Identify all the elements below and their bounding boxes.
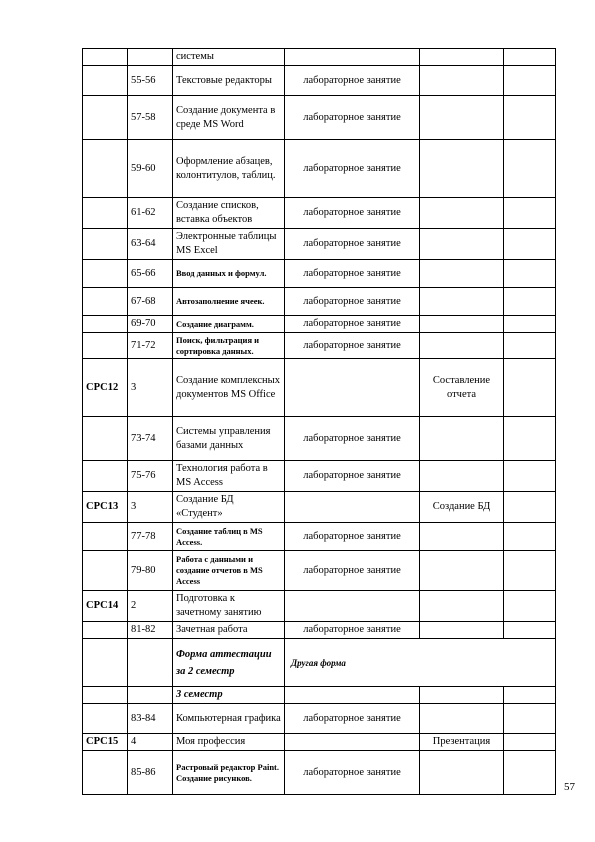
cell-task: [420, 288, 504, 316]
table-row: [83, 523, 556, 551]
cell-srs: СРС13: [83, 492, 128, 523]
cell-attestation-type: Другая форма: [285, 639, 556, 687]
cell-extra: [504, 316, 556, 333]
cell-hours: 59-60: [128, 140, 173, 198]
cell-srs: СРС15: [83, 734, 128, 751]
cell-srs: [83, 66, 128, 96]
table-row: [83, 96, 556, 140]
cell-hours: [128, 687, 173, 704]
cell-topic: Подготовка к зачетному занятию: [173, 591, 285, 622]
cell-hours: 85-86: [128, 751, 173, 795]
cell-extra: [504, 551, 556, 591]
cell-hours: 61-62: [128, 198, 173, 229]
cell-srs: [83, 260, 128, 288]
table-row: [83, 461, 556, 492]
cell-semester-heading: 3 семестр: [173, 687, 285, 704]
cell-topic: Создание списков, вставка объектов: [173, 198, 285, 229]
cell-hours: 67-68: [128, 288, 173, 316]
cell-topic: Системы управления базами данных: [173, 417, 285, 461]
table-row: [83, 591, 556, 622]
cell-task: [420, 260, 504, 288]
table-row: [83, 704, 556, 734]
cell-srs: [83, 461, 128, 492]
cell-hours: 71-72: [128, 333, 173, 359]
cell-task: [420, 198, 504, 229]
cell-topic: Поиск, фильтрация и сортировка данных.: [173, 333, 285, 359]
table-row: [83, 316, 556, 333]
cell-task: [420, 140, 504, 198]
cell-hours: 79-80: [128, 551, 173, 591]
cell-srs: [83, 288, 128, 316]
cell-hours: 3: [128, 492, 173, 523]
table-row: [83, 140, 556, 198]
cell-lesson-type: лабораторное занятие: [285, 198, 420, 229]
cell-task: [420, 316, 504, 333]
schedule-table: [82, 48, 556, 795]
cell-task: [420, 622, 504, 639]
cell-topic: Компьютерная графика: [173, 704, 285, 734]
cell-srs: [83, 417, 128, 461]
cell-hours: 63-64: [128, 229, 173, 260]
cell-lesson-type: лабораторное занятие: [285, 751, 420, 795]
cell-srs: [83, 551, 128, 591]
cell-task: [420, 687, 504, 704]
cell-extra: [504, 461, 556, 492]
cell-lesson-type: [285, 359, 420, 417]
cell-srs: [83, 704, 128, 734]
cell-extra: [504, 333, 556, 359]
cell-extra: [504, 704, 556, 734]
table-row: [83, 198, 556, 229]
table-row: [83, 551, 556, 591]
cell-hours: 55-56: [128, 66, 173, 96]
cell-task: Презентация: [420, 734, 504, 751]
cell-lesson-type: [285, 687, 420, 704]
cell-extra: [504, 687, 556, 704]
cell-srs: СРС14: [83, 591, 128, 622]
cell-topic: Автозаполнение ячеек.: [173, 288, 285, 316]
page-number: 57: [564, 781, 575, 793]
cell-srs: [83, 96, 128, 140]
cell-topic: Оформление абзацев, колонтитулов, таблиц.: [173, 140, 285, 198]
cell-lesson-type: лабораторное занятие: [285, 66, 420, 96]
cell-topic: Моя профессия: [173, 734, 285, 751]
cell-hours: 3: [128, 359, 173, 417]
cell-task: [420, 66, 504, 96]
cell-extra: [504, 288, 556, 316]
cell-extra: [504, 260, 556, 288]
cell-lesson-type: лабораторное занятие: [285, 288, 420, 316]
cell-hours: 69-70: [128, 316, 173, 333]
cell-topic: Создание БД «Студент»: [173, 492, 285, 523]
cell-srs: [83, 140, 128, 198]
cell-lesson-type: [285, 591, 420, 622]
table-row: [83, 622, 556, 639]
cell-extra: [504, 417, 556, 461]
cell-attestation-form: Форма аттестации за 2 семестр: [173, 639, 285, 687]
table-row: [83, 639, 556, 687]
cell-hours: 83-84: [128, 704, 173, 734]
cell-extra: [504, 591, 556, 622]
cell-task: [420, 591, 504, 622]
cell-topic: Создание комплексных документов MS Office: [173, 359, 285, 417]
cell-hours: 57-58: [128, 96, 173, 140]
cell-hours: [128, 49, 173, 66]
cell-extra: [504, 622, 556, 639]
cell-srs: [83, 316, 128, 333]
cell-lesson-type: лабораторное занятие: [285, 96, 420, 140]
table-row: [83, 66, 556, 96]
cell-hours: 77-78: [128, 523, 173, 551]
cell-topic: Создание документа в среде MS Word: [173, 96, 285, 140]
table-row: [83, 229, 556, 260]
cell-topic: Технология работа в MS Access: [173, 461, 285, 492]
table-row: [83, 49, 556, 66]
cell-hours: 2: [128, 591, 173, 622]
cell-extra: [504, 492, 556, 523]
cell-srs: [83, 49, 128, 66]
cell-task: [420, 49, 504, 66]
table-row: [83, 734, 556, 751]
cell-task: [420, 333, 504, 359]
cell-lesson-type: лабораторное занятие: [285, 417, 420, 461]
cell-extra: [504, 66, 556, 96]
cell-srs: [83, 229, 128, 260]
cell-lesson-type: лабораторное занятие: [285, 622, 420, 639]
cell-srs: [83, 333, 128, 359]
cell-hours: 65-66: [128, 260, 173, 288]
cell-topic: системы: [173, 49, 285, 66]
table-row: [83, 417, 556, 461]
cell-topic: Создание таблиц в MS Access.: [173, 523, 285, 551]
cell-task: [420, 461, 504, 492]
table-row: [83, 333, 556, 359]
cell-extra: [504, 140, 556, 198]
cell-lesson-type: лабораторное занятие: [285, 523, 420, 551]
cell-topic: Растровый редактор Paint. Создание рисунков.: [173, 751, 285, 795]
cell-lesson-type: лабораторное занятие: [285, 229, 420, 260]
cell-hours: 73-74: [128, 417, 173, 461]
cell-hours: 4: [128, 734, 173, 751]
cell-task: [420, 551, 504, 591]
cell-hours: 81-82: [128, 622, 173, 639]
cell-srs: [83, 687, 128, 704]
cell-extra: [504, 198, 556, 229]
table-row: [83, 260, 556, 288]
cell-task: Создание БД: [420, 492, 504, 523]
cell-extra: [504, 734, 556, 751]
cell-topic: Текстовые редакторы: [173, 66, 285, 96]
cell-task: [420, 751, 504, 795]
cell-extra: [504, 49, 556, 66]
cell-task: [420, 96, 504, 140]
cell-task: Составление отчета: [420, 359, 504, 417]
cell-lesson-type: лабораторное занятие: [285, 704, 420, 734]
cell-lesson-type: [285, 49, 420, 66]
cell-extra: [504, 229, 556, 260]
cell-topic: Электронные таблицы MS Excel: [173, 229, 285, 260]
cell-lesson-type: лабораторное занятие: [285, 260, 420, 288]
table-row: [83, 751, 556, 795]
table-row: [83, 359, 556, 417]
cell-lesson-type: лабораторное занятие: [285, 140, 420, 198]
cell-extra: [504, 523, 556, 551]
cell-task: [420, 523, 504, 551]
cell-srs: [83, 622, 128, 639]
cell-srs: [83, 751, 128, 795]
cell-lesson-type: лабораторное занятие: [285, 316, 420, 333]
table-row: [83, 492, 556, 523]
cell-topic: Работа с данными и создание отчетов в MS Access: [173, 551, 285, 591]
cell-lesson-type: лабораторное занятие: [285, 333, 420, 359]
cell-task: [420, 229, 504, 260]
cell-lesson-type: [285, 734, 420, 751]
table-row: [83, 687, 556, 704]
cell-topic: Зачетная работа: [173, 622, 285, 639]
cell-lesson-type: лабораторное занятие: [285, 461, 420, 492]
cell-task: [420, 417, 504, 461]
cell-extra: [504, 96, 556, 140]
cell-srs: [83, 639, 128, 687]
cell-topic: Ввод данных и формул.: [173, 260, 285, 288]
cell-lesson-type: лабораторное занятие: [285, 551, 420, 591]
cell-task: [420, 704, 504, 734]
cell-lesson-type: [285, 492, 420, 523]
cell-srs: [83, 198, 128, 229]
cell-extra: [504, 359, 556, 417]
cell-srs: СРС12: [83, 359, 128, 417]
cell-topic: Создание диаграмм.: [173, 316, 285, 333]
cell-hours: [128, 639, 173, 687]
cell-hours: 75-76: [128, 461, 173, 492]
cell-srs: [83, 523, 128, 551]
table-row: [83, 288, 556, 316]
